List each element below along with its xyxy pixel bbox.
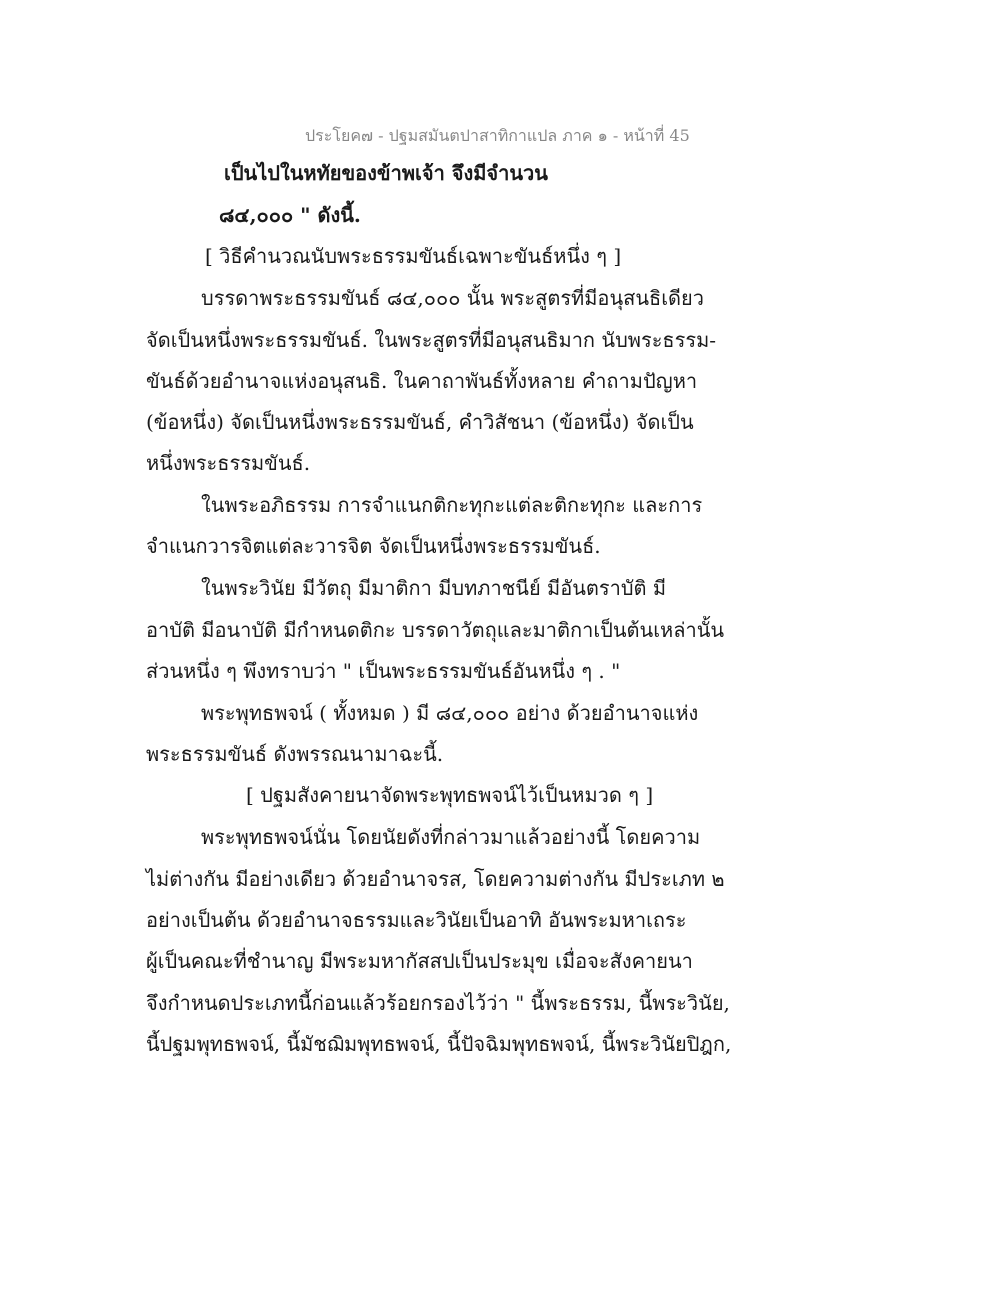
verse-line-1: เป็นไปในหทัยของข้าพเจ้า จึงมีจำนวน <box>224 161 548 185</box>
paragraph-line: ไม่ต่างกัน มีอย่างเดียว ด้วยอำนาจรส, โดยความต่างกัน มีประเภท ๒ <box>146 867 725 891</box>
paragraph-line: จัดเป็นหนึ่งพระธรรมขันธ์. ในพระสูตรที่มีอนุสนธิมาก นับพระธรรม- <box>146 328 717 352</box>
paragraph-line: (ข้อหนึ่ง) จัดเป็นหนึ่งพระธรรมขันธ์, คำวิสัชนา (ข้อหนึ่ง) จัดเป็น <box>146 410 694 434</box>
paragraph-line: พระพุทธพจน์นั่น โดยนัยดังที่กล่าวมาแล้วอย่างนี้ โดยความ <box>201 825 701 849</box>
paragraph-line: พระพุทธพจน์ ( ทั้งหมด ) มี ๘๔,๐๐๐ อย่าง ด้วยอำนาจแห่ง <box>201 701 699 725</box>
paragraph-line: อย่างเป็นต้น ด้วยอำนาจธรรมและวินัยเป็นอาทิ อันพระมหาเถระ <box>146 908 687 932</box>
paragraph-line: จำแนกวารจิตแต่ละวารจิต จัดเป็นหนึ่งพระธรรมขันธ์. <box>146 534 601 558</box>
paragraph-line: พระธรรมขันธ์ ดังพรรณนามาฉะนี้. <box>146 742 444 766</box>
paragraph-line: นี้ปฐมพุทธพจน์, นี้มัชฌิมพุทธพจน์, นี้ปัจฉิมพุทธพจน์, นี้พระวินัยปิฎก, <box>146 1032 732 1056</box>
paragraph-line: หนึ่งพระธรรมขันธ์. <box>146 451 311 475</box>
paragraph-line: ส่วนหนึ่ง ๆ พึงทราบว่า " เป็นพระธรรมขันธ์อันหนึ่ง ๆ . " <box>146 659 621 683</box>
page-header: ประโยค๗ - ปฐมสมันตปาสาทิกาแปล ภาค ๑ - หน้าที่ 45 <box>305 126 690 145</box>
section-heading-1: [ วิธีคำนวณนับพระธรรมขันธ์เฉพาะขันธ์หนึ่ง ๆ ] <box>205 244 622 268</box>
paragraph-line: จึงกำหนดประเภทนี้ก่อนแล้วร้อยกรองไว้ว่า " นี้พระธรรม, นี้พระวินัย, <box>146 991 730 1015</box>
paragraph-line: ในพระวินัย มีวัตถุ มีมาติกา มีบทภาชนีย์ มีอันตราบัติ มี <box>201 576 667 600</box>
paragraph-line: ในพระอภิธรรม การจำแนกติกะทุกะแต่ละติกะทุกะ และการ <box>201 493 703 517</box>
section-heading-2: [ ปฐมสังคายนาจัดพระพุทธพจน์ไว้เป็นหมวด ๆ ] <box>246 783 654 807</box>
verse-line-2: ๘๔,๐๐๐ " ดังนี้. <box>219 203 361 227</box>
paragraph-line: อาบัติ มีอนาบัติ มีกำหนดติกะ บรรดาวัตถุและมาติกาเป็นต้นเหล่านั้น <box>146 618 725 642</box>
paragraph-line: ขันธ์ด้วยอำนาจแห่งอนุสนธิ. ในคาถาพันธ์ทั้งหลาย คำถามปัญหา <box>146 369 698 393</box>
paragraph-line: ผู้เป็นคณะที่ชำนาญ มีพระมหากัสสปเป็นประมุข เมื่อจะสังคายนา <box>146 949 693 973</box>
paragraph-line: บรรดาพระธรรมขันธ์ ๘๔,๐๐๐ นั้น พระสูตรที่มีอนุสนธิเดียว <box>201 286 704 310</box>
